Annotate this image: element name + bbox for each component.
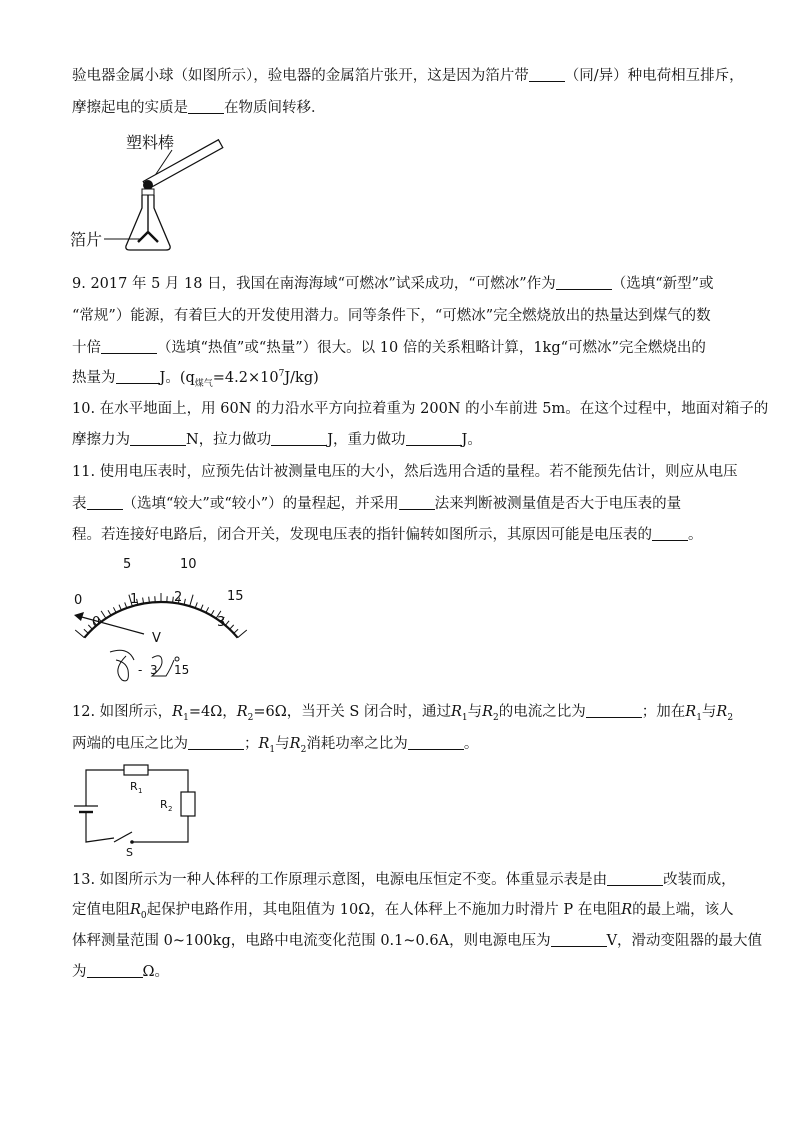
scale-tick xyxy=(238,630,247,638)
q10-line-1 xyxy=(72,399,768,419)
r1-symbol: R xyxy=(172,704,184,720)
answer-blank[interactable] xyxy=(586,703,642,718)
r1-subscript: 1 xyxy=(461,712,468,723)
metal-foil xyxy=(138,232,158,242)
scale-top-0: 0 xyxy=(74,593,83,608)
switch-s xyxy=(114,832,132,842)
q13-text: 改装而成， xyxy=(663,872,736,888)
q11-text: 11. 使用电压表时，应预先估计被测量电压的大小，然后选用合适的量程。若不能预先估计，则应从电压 xyxy=(72,464,738,480)
plastic-rod-label: 塑料棒 xyxy=(126,133,175,152)
q10-text: 10. 在水平地面上，用 60N 的力沿水平方向拉着重为 200N 的小车前进 5m。在这个过程中，地面对箱子的 xyxy=(72,401,769,417)
q12-text: 。 xyxy=(463,736,479,752)
answer-blank[interactable] xyxy=(399,495,435,510)
r2-label-sub: 2 xyxy=(168,805,173,813)
q13-text: 定值电阻 xyxy=(72,902,130,918)
q8-text: 在物质间转移． xyxy=(224,100,326,116)
scale-bottom-3: 3 xyxy=(217,615,226,630)
r1-subscript: 1 xyxy=(183,712,189,723)
r0-symbol: R xyxy=(130,902,141,918)
q9-text: J。(q xyxy=(159,370,195,386)
answer-blank[interactable] xyxy=(406,431,462,446)
answer-blank[interactable] xyxy=(408,735,464,750)
r2-symbol: R xyxy=(236,704,248,720)
q12-text: 消耗功率之比为 xyxy=(306,736,408,752)
q9-line-4 xyxy=(72,368,319,388)
electroscope-figure xyxy=(68,128,228,258)
q13-text: 体秤测量范围 0~100kg，电路中电流变化范围 0.1~0.6A，则电源电压为 xyxy=(72,933,551,949)
voltmeter-figure xyxy=(66,552,256,692)
answer-blank[interactable] xyxy=(101,339,157,354)
q11-line-3 xyxy=(72,525,703,545)
scale-top-10: 10 xyxy=(180,557,197,572)
q11-text: 法来判断被测量值是否大于电压表的量 xyxy=(434,496,682,512)
q12-text: ； xyxy=(244,736,259,752)
q12-text: 的电流之比为 xyxy=(498,704,586,720)
q13-line-4 xyxy=(72,962,169,982)
answer-blank[interactable] xyxy=(607,871,663,886)
q10-text: J。 xyxy=(461,432,482,448)
q11-text: 。 xyxy=(688,527,703,543)
r2-label: R xyxy=(160,798,168,811)
switch-label: S xyxy=(126,846,133,858)
r1-label-sub: 1 xyxy=(138,787,143,795)
q12-text: ；加在 xyxy=(641,704,686,720)
answer-blank[interactable] xyxy=(87,495,123,510)
q8-line-1 xyxy=(72,66,744,86)
q12-text: 12. 如图所示， xyxy=(72,704,173,720)
q9-text: =4.2×10 xyxy=(212,370,279,386)
q12-line-2 xyxy=(72,734,478,754)
q9-text: （选填“新型”或 xyxy=(611,276,714,292)
scale-bottom-2: 2 xyxy=(174,590,183,605)
r2-subscript: 2 xyxy=(493,712,499,723)
q11-text: 表 xyxy=(72,496,87,512)
voltmeter-needle xyxy=(78,616,144,634)
q9-superscript: 7 xyxy=(278,369,285,380)
q13-line-3 xyxy=(72,931,762,951)
q13-text: V，滑动变阻器的最大值 xyxy=(606,933,763,949)
terminal-minus: - xyxy=(138,663,143,677)
q11-line-2 xyxy=(72,494,681,514)
r1-subscript: 1 xyxy=(696,712,702,723)
r2-symbol: R xyxy=(482,704,494,720)
scale-top-5: 5 xyxy=(123,557,132,572)
r1-symbol: R xyxy=(450,704,462,720)
q13-text: Ω。 xyxy=(142,964,170,980)
resistor-r1 xyxy=(124,765,148,775)
voltmeter-unit: V xyxy=(152,631,161,646)
r2-symbol: R xyxy=(716,704,728,720)
q9-line-3 xyxy=(72,338,706,358)
q11-text: （选填“较大”或“较小”）的量程起，并采用 xyxy=(122,496,399,512)
terminal-3: 3 xyxy=(150,663,158,677)
q12-text: 两端的电压之比为 xyxy=(72,736,188,752)
q13-text: 为 xyxy=(72,964,87,980)
stopper xyxy=(142,189,154,195)
q9-text: 十倍 xyxy=(72,340,101,356)
answer-blank[interactable] xyxy=(271,431,327,446)
r2-subscript: 2 xyxy=(300,744,307,755)
q12-line-1 xyxy=(72,702,733,722)
q9-text: 9. 2017 年 5 月 18 日，我国在南海海域“可燃冰”试采成功，“可燃冰”作为 xyxy=(72,276,556,292)
q10-text: J，重力做功 xyxy=(327,432,406,448)
answer-blank[interactable] xyxy=(130,431,186,446)
answer-blank[interactable] xyxy=(529,67,565,82)
r1-symbol: R xyxy=(685,704,697,720)
voltmeter-scale-arc xyxy=(84,602,237,638)
q10-text: N，拉力做功 xyxy=(186,432,272,448)
q12-text: 与 xyxy=(701,704,717,720)
q13-text: 起保护电路作用，其电阻值为 10Ω，在人体秤上不施加力时滑片 P 在电阻 xyxy=(146,902,622,918)
scale-bottom-0: 0 xyxy=(92,615,101,630)
q9-subscript: 煤气 xyxy=(194,378,213,389)
r2-symbol: R xyxy=(289,736,301,752)
q12-text: 与 xyxy=(275,736,290,752)
q12-text: =6Ω，当开关 S 闭合时，通过 xyxy=(253,704,451,720)
scale-top-15: 15 xyxy=(227,589,244,604)
answer-blank[interactable] xyxy=(652,526,688,541)
q10-line-2 xyxy=(72,430,482,450)
answer-blank[interactable] xyxy=(87,963,143,978)
needle-tip xyxy=(74,612,84,621)
q13-line-1 xyxy=(72,870,736,890)
r1-label: R xyxy=(130,780,138,793)
scale-tick xyxy=(190,595,193,607)
r0-subscript: 0 xyxy=(140,910,147,921)
q9-text: （选填“热值”或“热量”）很大。以 10 倍的关系粗略计算，1kg“可燃冰”完全燃烧出的 xyxy=(157,340,706,356)
switch-contact xyxy=(130,840,134,844)
foil-label: 箔片 xyxy=(70,230,103,249)
r-symbol: R xyxy=(621,902,633,918)
q13-text: 13. 如图所示为一种人体秤的工作原理示意图，电源电压恒定不变。体重显示表是由 xyxy=(72,872,608,888)
q8-text: 验电器金属小球（如图所示），验电器的金属箔片张开，这是因为箔片带 xyxy=(72,68,529,84)
q9-text: 热量为 xyxy=(72,370,116,386)
q9-line-2 xyxy=(72,306,711,326)
q10-text: 摩擦力为 xyxy=(72,432,130,448)
r1-symbol: R xyxy=(258,736,270,752)
circuit-figure xyxy=(70,760,200,858)
r1-subscript: 1 xyxy=(269,744,276,755)
terminal-15: 15 xyxy=(174,663,190,677)
answer-blank[interactable] xyxy=(551,932,607,947)
r2-subscript: 2 xyxy=(247,712,254,723)
q8-text: （同/异）种电荷相互排斥， xyxy=(564,68,744,84)
answer-blank[interactable] xyxy=(188,99,224,114)
q12-text: 与 xyxy=(467,704,483,720)
answer-blank[interactable] xyxy=(556,275,612,290)
scale-tick xyxy=(75,630,84,638)
resistor-r2 xyxy=(181,792,195,816)
answer-blank[interactable] xyxy=(188,735,244,750)
wire-minus xyxy=(110,650,134,681)
q9-text: J/kg) xyxy=(284,370,319,386)
terminal-15-post xyxy=(175,657,179,661)
q13-text: 的最上端，该人 xyxy=(632,902,734,918)
scale-bottom-1: 1 xyxy=(130,592,139,607)
scale-tick xyxy=(101,611,106,619)
q11-line-1 xyxy=(72,462,738,482)
q8-text: 摩擦起电的实质是 xyxy=(72,100,188,116)
answer-blank[interactable] xyxy=(116,369,160,384)
q9-text: “常规”）能源，有着巨大的开发使用潜力。同等条件下，“可燃冰”完全燃烧放出的热量达到煤气的数 xyxy=(72,308,711,324)
q8-line-2 xyxy=(72,98,326,118)
q9-line-1 xyxy=(72,274,714,294)
q13-line-2 xyxy=(72,900,734,920)
q11-text: 程。若连接好电路后，闭合开关，发现电压表的指针偏转如图所示，其原因可能是电压表的 xyxy=(72,527,652,543)
r2-subscript: 2 xyxy=(727,712,734,723)
q12-text: =4Ω， xyxy=(188,704,237,720)
